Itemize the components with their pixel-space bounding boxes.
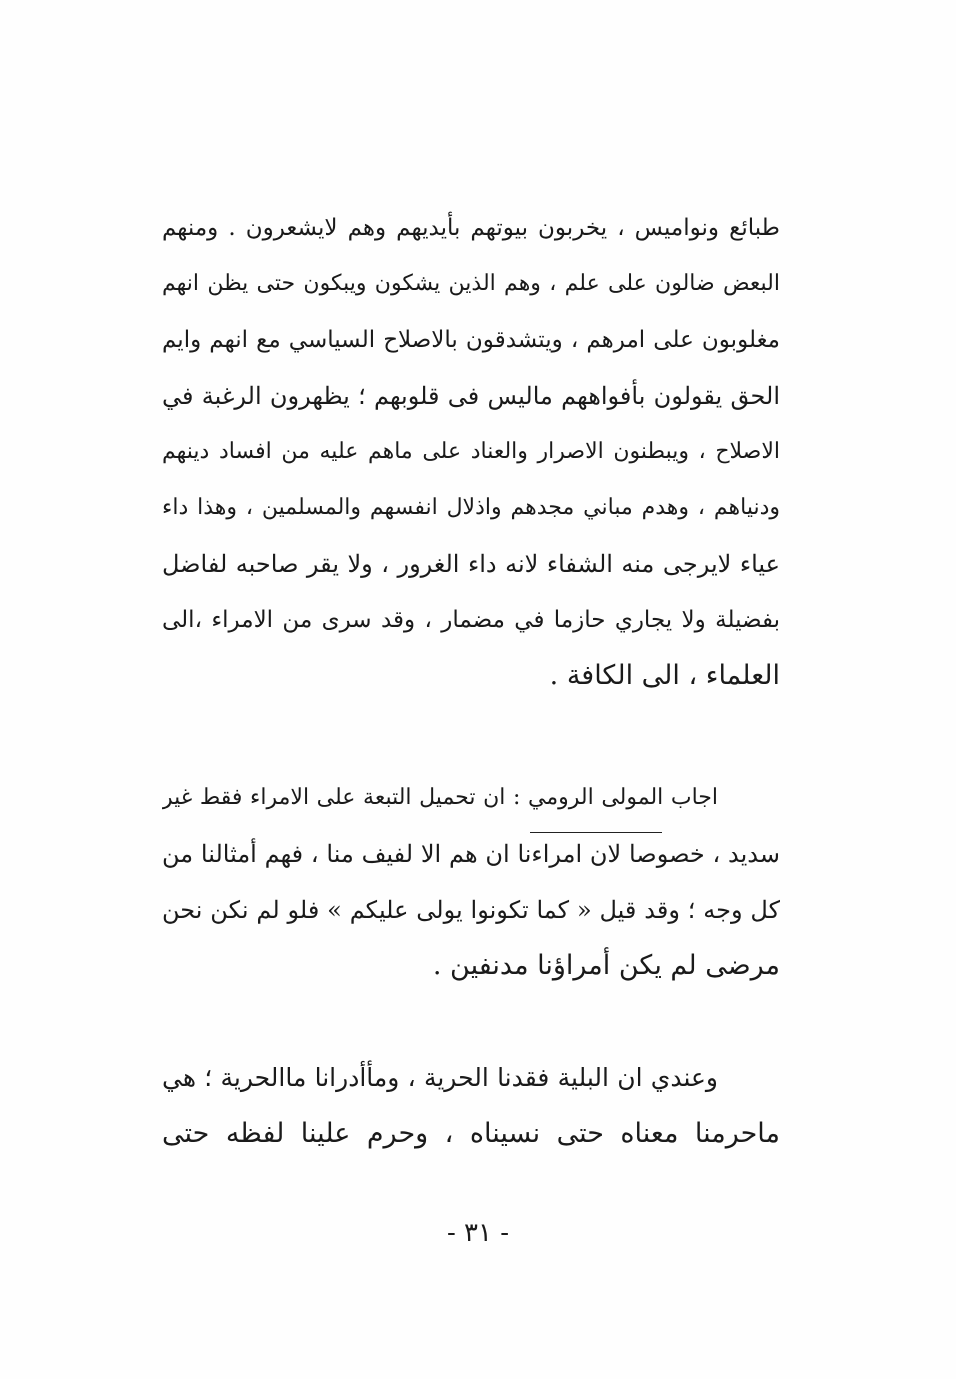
paragraph-line: ماحرمنا معناه حتى نسيناه ، وحرم علينا لفظه حتى (162, 1118, 780, 1149)
speaker-underline (530, 832, 662, 833)
paragraph-1 (162, 200, 780, 704)
paragraph-line: الاصلاح ، ويبطنون الاصرار والعناد على ماهم عليه من افساد دينهم (162, 439, 780, 464)
paragraph-line: بفضيلة ولا يجاري حازما في مضمار ، وقد سرى من الامراء ،الى (162, 607, 780, 633)
paragraph-line: العلماء ، الى الكافة . (549, 660, 780, 691)
paragraph-3 (162, 1050, 780, 1162)
paragraph-line: مرضى لم يكن أمراؤنا مدنفين . (432, 950, 780, 981)
paragraph-line: اجاب المولى الرومي : ان تحميل التبعة على الامراء فقط غير (162, 785, 718, 810)
paragraph-line: طبائع ونواميس ، يخربون بيوتهم بأيديهم وهم لايشعرون . ومنهم (162, 215, 780, 241)
page-number: - ٣١ - (446, 1218, 510, 1248)
paragraph-line: مغلوبون على امرهم ، ويتشدقون بالاصلاح السياسي مع انهم وايم (162, 327, 780, 353)
paragraph-line: سديد ، خصوصا لان امراءنا ان هم الا لفيف منا ، فهم أمثالنا من (162, 840, 780, 868)
paragraph-line: كل وجه ؛ وقد قيل « كما تكونوا يولى عليكم » فلو لم نكن نحن (162, 896, 780, 924)
paragraph-line: وعندي ان البلية فقدنا الحرية ، ومأأدرانا ماالحرية ؛ هي (162, 1063, 718, 1092)
paragraph-2 (162, 770, 780, 994)
paragraph-line: عياء لايرجى منه الشفاء لانه داء الغرور ، ولا يقر صاحبه لفاضل (162, 550, 780, 578)
paragraph-line: الحق يقولون بأفواههم ماليس فى قلوبهم ؛ يظهرون الرغبة في (162, 382, 780, 410)
paragraph-line: البعض ضالون على علم ، وهم الذين يشكون ويبكون حتى يظن انهم (162, 271, 780, 296)
paragraph-line: ودنياهم ، وهدم مباني مجدهم واذلال انفسهم والمسلمين ، وهذا داء (162, 495, 780, 520)
